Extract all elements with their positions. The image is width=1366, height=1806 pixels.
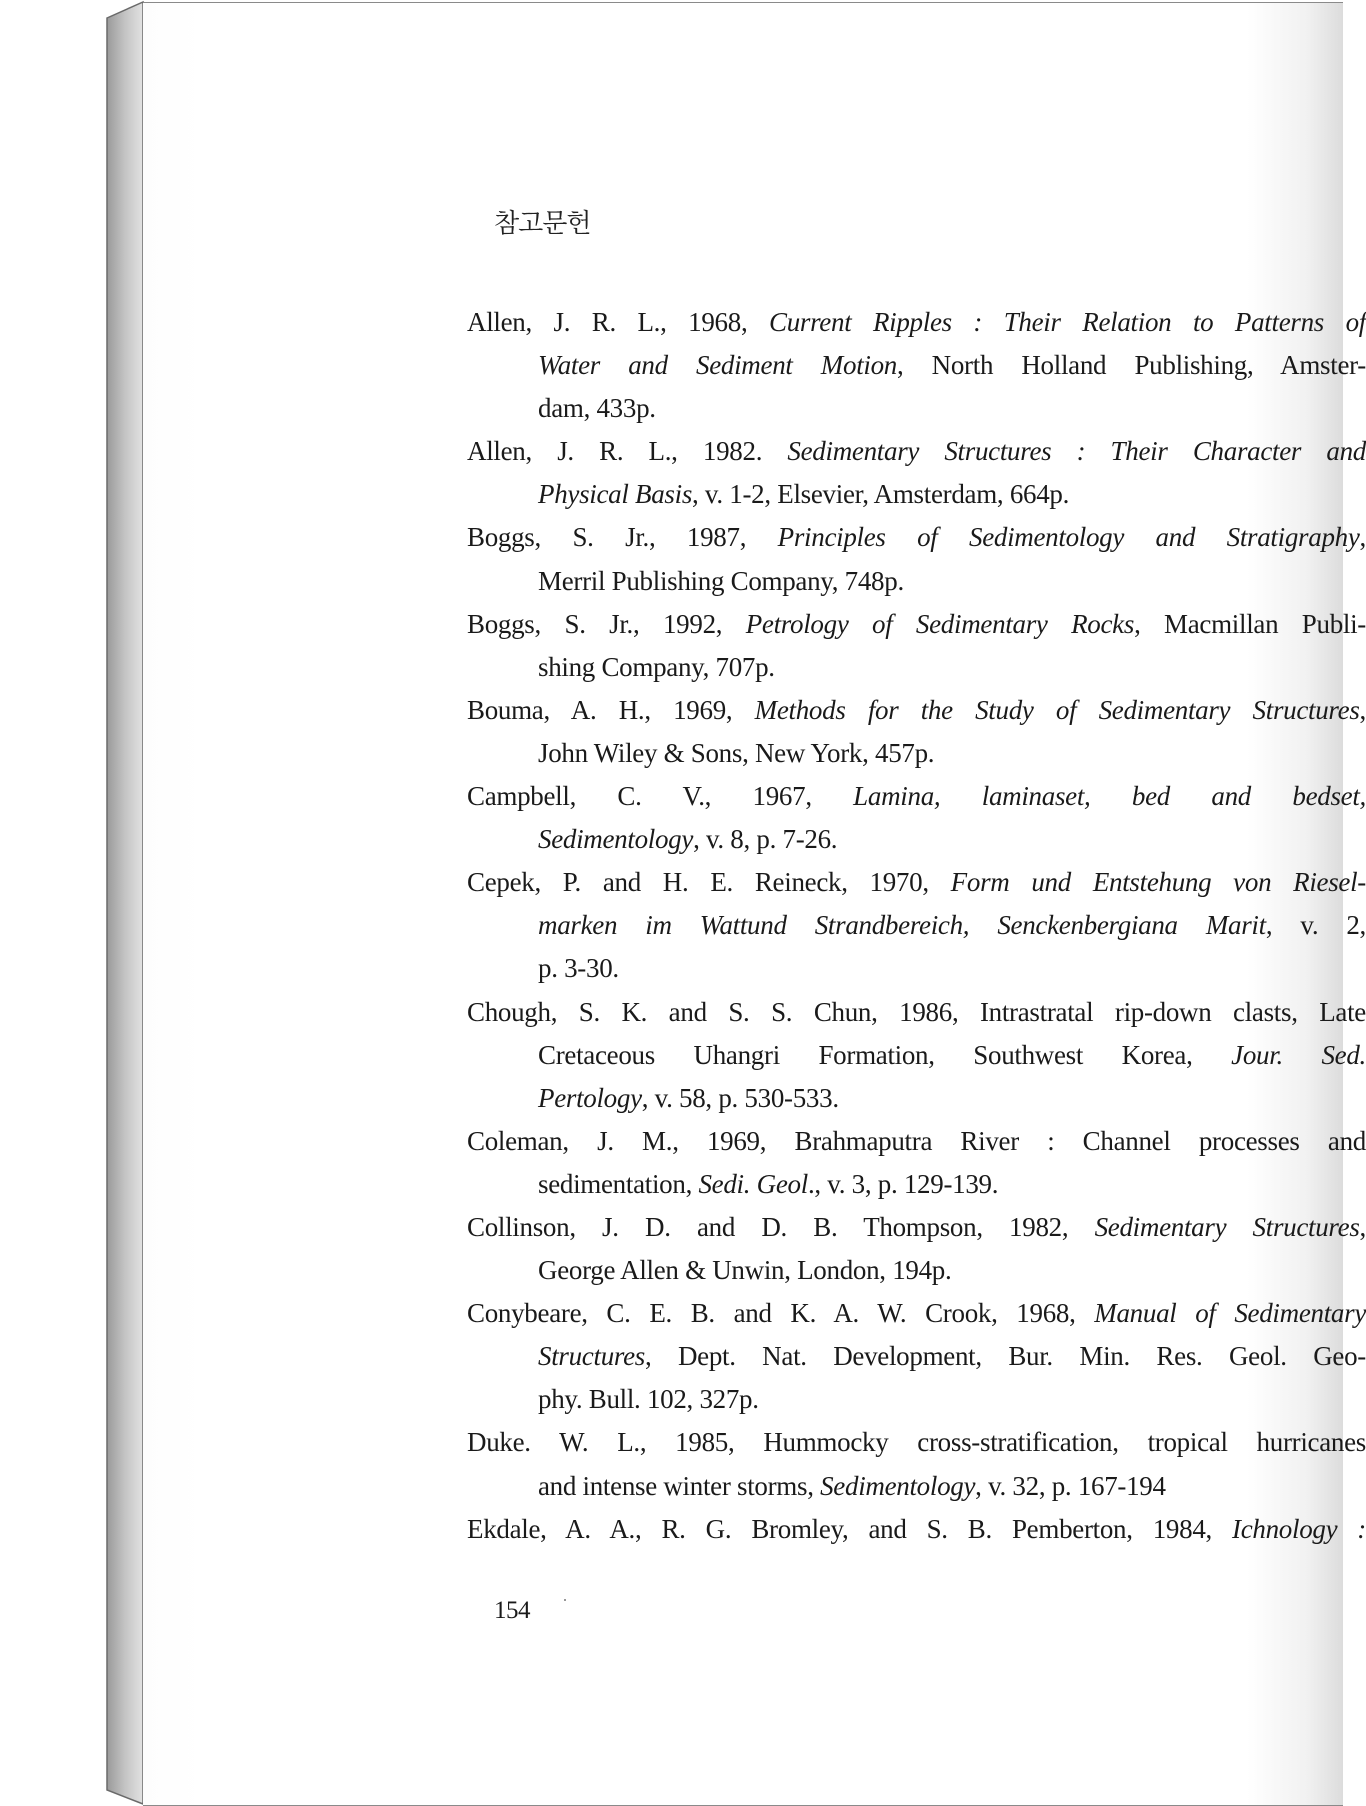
reference-title-text: Pertology (538, 1082, 642, 1113)
reference-entry (467, 1508, 1366, 1551)
reference-title-text: Sedimentology (538, 824, 694, 855)
reference-line (467, 775, 1366, 818)
reference-title-text: Water and Sediment Motion (538, 350, 897, 381)
reference-text: ., v. 3, p. 129-139. (807, 1168, 999, 1199)
reference-line (467, 1292, 1366, 1335)
reference-line (467, 1120, 1366, 1163)
section-heading: 참고문헌 (494, 209, 591, 239)
reference-entry (467, 430, 1366, 516)
reference-text: , v. 1-2, Elsevier, Amsterdam, 664p. (692, 479, 1070, 510)
reference-line (467, 430, 1366, 473)
reference-text: , v. 2, (1265, 910, 1366, 941)
reference-text: , (1359, 1211, 1366, 1242)
reference-entry (467, 689, 1366, 775)
reference-line (467, 1465, 1366, 1508)
reference-text: , (1359, 694, 1366, 725)
reference-text: Campbell, C. V., 1967, (467, 781, 854, 812)
reference-text: Ekdale, A. A., R. G. Bromley, and S. B. Pemberton, 1984, (467, 1513, 1233, 1544)
reference-line (467, 1421, 1366, 1464)
reference-text: Duke. W. L., 1985, Hummocky cross-stratification, tropical hurricanes (467, 1427, 1366, 1458)
reference-title-text: Sedimentary Structures (1094, 1211, 1360, 1242)
reference-line (467, 904, 1366, 947)
reference-text: John Wiley & Sons, New York, 457p. (538, 737, 935, 768)
reference-title-text: Sedi. Geol (698, 1168, 808, 1199)
reference-text: Conybeare, C. E. B. and K. A. W. Crook, 1968, (467, 1298, 1095, 1329)
reference-text: George Allen & Unwin, London, 194p. (538, 1255, 952, 1286)
reference-entry (467, 1292, 1366, 1421)
reference-line (467, 603, 1366, 646)
reference-entry (467, 775, 1366, 861)
reference-text: sedimentation, (538, 1168, 699, 1199)
reference-entry (467, 516, 1366, 602)
reference-entry (467, 991, 1366, 1120)
reference-line (467, 301, 1366, 344)
reference-line (467, 387, 1366, 430)
reference-line (467, 1508, 1366, 1551)
reference-line (467, 861, 1366, 904)
reference-text: , v. 8, p. 7-26. (693, 824, 838, 855)
reference-line (467, 1378, 1366, 1421)
reference-entry (467, 603, 1366, 689)
reference-title-text: Sedimentary Structures : Their Character and (787, 436, 1366, 467)
reference-title-text: Sedimentology (820, 1470, 976, 1501)
reference-text: phy. Bull. 102, 327p. (538, 1384, 759, 1415)
reference-line (467, 947, 1366, 990)
reference-line (467, 516, 1366, 559)
reference-text: Bouma, A. H., 1969, (467, 694, 755, 725)
reference-entry (467, 1206, 1366, 1292)
reference-text: , v. 32, p. 167-194 (975, 1470, 1166, 1501)
reference-line (467, 1034, 1366, 1077)
reference-title-text: Current Ripples : Their Relation to Patterns of (768, 307, 1366, 337)
book-spine (0, 0, 150, 1806)
reference-text: Chough, S. K. and S. S. Chun, 1986, Intrastratal rip-down clasts, Late (467, 996, 1366, 1027)
reference-title-text: Structures (538, 1341, 645, 1372)
reference-text: dam, 433p. (538, 393, 656, 424)
reference-title-text: marken im Wattund Strandbereich, Senckenbergiana Marit (538, 910, 1266, 941)
reference-entry (467, 861, 1366, 990)
reference-text: and intense winter storms, (538, 1470, 821, 1501)
reference-title-text: Petrology of Sedimentary Rocks (745, 608, 1135, 639)
reference-line (467, 991, 1366, 1034)
reference-line (467, 732, 1366, 775)
page-number: 154 (494, 1597, 530, 1624)
reference-text: Allen, J. R. L., 1968, (467, 307, 769, 337)
reference-title-text: Methods for the Study of Sedimentary Structures (754, 694, 1360, 725)
reference-text: Boggs, S. Jr., 1987, (467, 522, 778, 553)
reference-title-text: Principles of Sedimentology and Stratigraphy (777, 522, 1360, 553)
reference-line (467, 1249, 1366, 1292)
reference-line (467, 1163, 1366, 1206)
reference-list (467, 301, 1366, 1551)
reference-title-text: Ichnology : (1232, 1513, 1366, 1544)
reference-title-text: Jour. Sed. (1231, 1039, 1366, 1070)
reference-line (467, 818, 1366, 861)
reference-text: , v. 58, p. 530-533. (641, 1082, 839, 1113)
reference-line (467, 1335, 1366, 1378)
book-page (143, 2, 1366, 1806)
reference-entry (467, 1120, 1366, 1206)
reference-text: , Dept. Nat. Development, Bur. Min. Res. Geol. Geo- (645, 1341, 1366, 1372)
reference-line (467, 560, 1366, 603)
reference-title-text: Manual of Sedimentary (1094, 1298, 1366, 1329)
reference-line (467, 1206, 1366, 1249)
reference-text: Allen, J. R. L., 1982. (467, 436, 788, 467)
reference-text: , Macmillan Publi- (1134, 608, 1366, 639)
reference-entry (467, 1421, 1366, 1507)
reference-entry (467, 301, 1366, 430)
reference-line (467, 1077, 1366, 1120)
reference-title-text: Form und Entstehung von Riesel- (950, 867, 1366, 898)
reference-title-text: Lamina, laminaset, bed and bedset, (853, 781, 1366, 812)
reference-text: Boggs, S. Jr., 1992, (467, 608, 746, 639)
reference-text: Merril Publishing Company, 748p. (538, 565, 904, 596)
reference-line (467, 646, 1366, 689)
reference-text: , North Holland Publishing, Amster- (897, 350, 1366, 381)
reference-text: Collinson, J. D. and D. B. Thompson, 1982, (467, 1211, 1095, 1242)
reference-title-text: Physical Basis (538, 479, 693, 510)
reference-text: , (1359, 522, 1366, 553)
reference-text: Coleman, J. M., 1969, Brahmaputra River : Channel processes and (467, 1125, 1366, 1156)
reference-line (467, 473, 1366, 516)
reference-line (467, 689, 1366, 732)
reference-text: Cepek, P. and H. E. Reineck, 1970, (467, 867, 951, 898)
reference-line (467, 344, 1366, 387)
reference-text: Cretaceous Uhangri Formation, Southwest Korea, (538, 1039, 1232, 1070)
reference-text: p. 3-30. (538, 953, 619, 984)
speck-mark (564, 1599, 566, 1601)
reference-text: shing Company, 707p. (538, 651, 775, 682)
